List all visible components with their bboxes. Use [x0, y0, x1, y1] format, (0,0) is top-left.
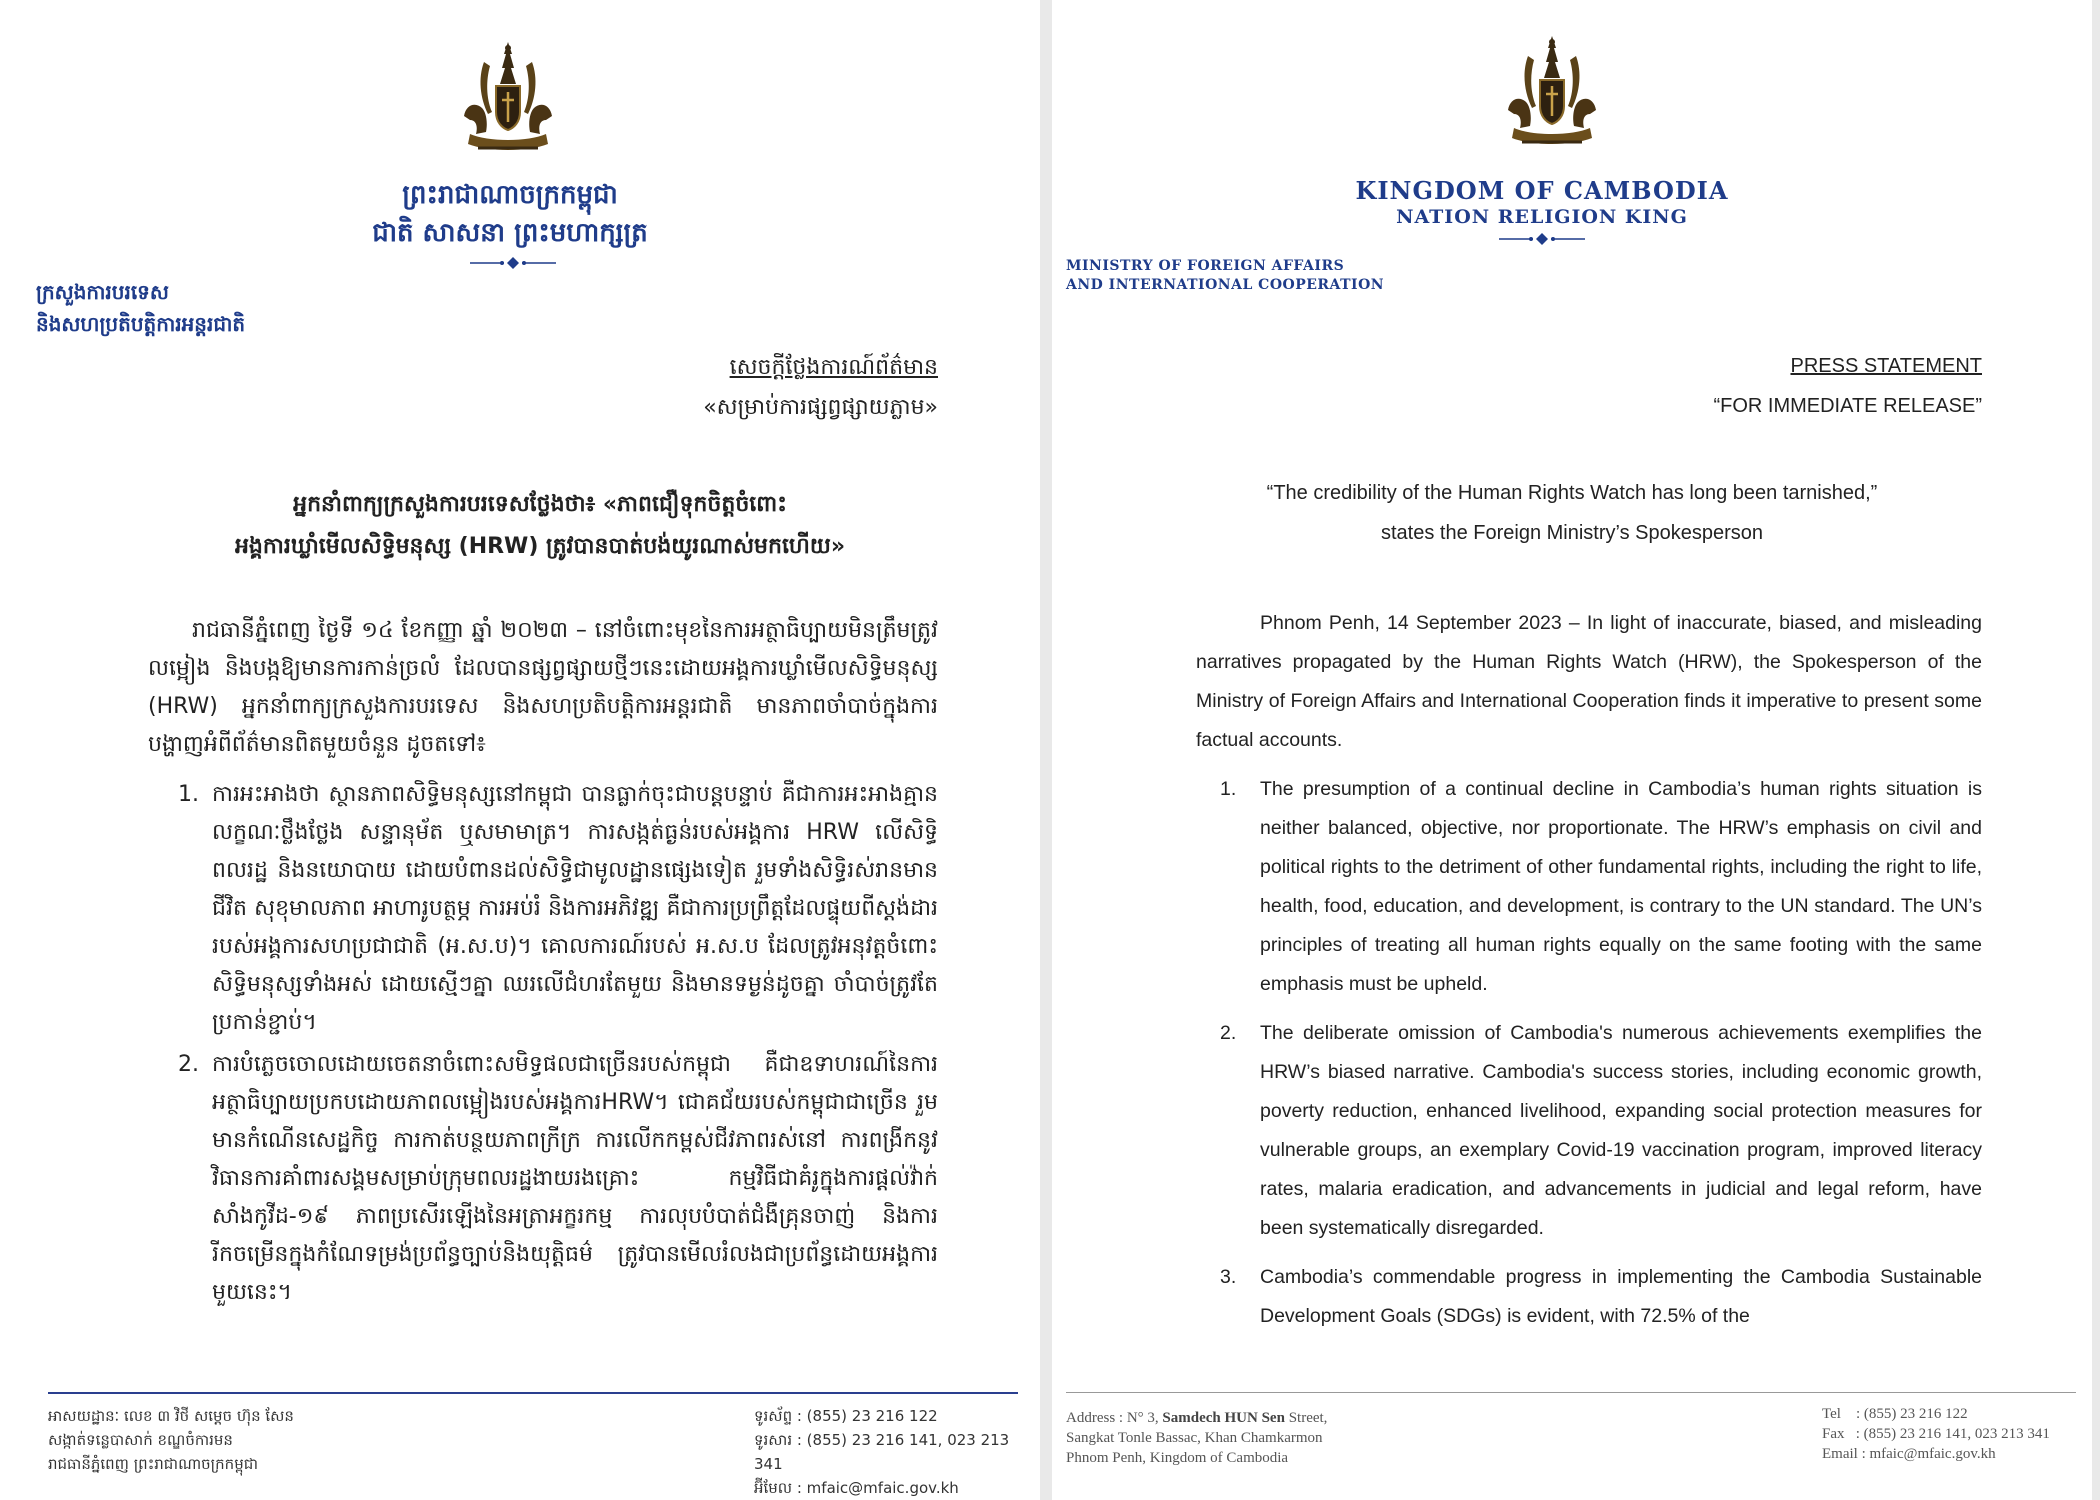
- title-line-1: “The credibility of the Human Rights Watch has long been tarnished,”: [1266, 482, 1878, 504]
- address-line-1: អាសយដ្ឋានៈ លេខ ៣ វិថី សម្តេច ហ៊ុន សែន: [48, 1407, 294, 1425]
- statement-title: [1192, 473, 1952, 553]
- list-item: [1196, 1014, 1982, 1248]
- ministry-name: [36, 276, 356, 340]
- royal-crest-icon: [448, 38, 568, 158]
- address-line-1: [1066, 1408, 1327, 1428]
- divider-ornament-icon: [468, 256, 558, 270]
- item-text: Cambodia’s commendable progress in implementing the Cambodia Sustainable Development Goals (SDGs) is evident, with 72.5% of the: [1260, 1266, 1982, 1327]
- list-item: [148, 1046, 938, 1312]
- ministry-line-2: និងសហប្រតិបត្តិការអន្តរជាតិ: [36, 312, 246, 336]
- statement-body: [148, 612, 938, 1316]
- points-list: [148, 776, 938, 1312]
- address-line-2: សង្កាត់ទន្លេបាសាក់ ខណ្ឌចំការមន: [48, 1431, 233, 1449]
- list-item: [1196, 770, 1982, 1004]
- contact-phone: ទូរស័ព្ទ : (855) 23 216 122: [754, 1407, 938, 1425]
- statement-body: [1196, 604, 1982, 1346]
- release-note: «សម្រាប់ការផ្សព្វផ្សាយភ្លាម»: [703, 395, 938, 420]
- ministry-line-1: MINISTRY OF FOREIGN AFFAIRS: [1066, 258, 1345, 274]
- contact-email: អ៊ីមែល : mfaic@mfaic.gov.kh: [754, 1479, 959, 1497]
- item-number: 1.: [178, 782, 199, 807]
- press-label: សេចក្តីថ្លែងការណ៍ព័ត៌មាន: [729, 355, 938, 380]
- motto-heading: ជាតិ សាសនា ព្រះមហាក្សត្រ: [372, 218, 648, 248]
- item-number: 2.: [178, 1052, 199, 1077]
- item-text: The deliberate omission of Cambodia's numerous achievements exemplifies the HRW’s biased narrative. Cambodia's success stories, including economic growth, poverty reduction, enhanced livelihood, expanding social protection measures for vulnerable groups, an exemplary Covid-19 vaccination program, improved literacy rates, malaria eradication, and advancements in judicial and legal reform, have been systematically disregarded.: [1260, 1022, 1982, 1239]
- khmer-statement-page: [0, 0, 1040, 1500]
- item-text: The presumption of a continual decline in Cambodia’s human rights situation is neither balanced, objective, nor proportionate. The HRW’s emphasis on civil and political rights to the detriment of other fundamental rights, including the right to life, health, food, education, and development, is contrary to the UN standard. The UN’s principles of treating all human rights equally on the same footing with the same emphasis must be upheld.: [1260, 778, 1982, 995]
- address-label: Address : N° 3,: [1066, 1410, 1163, 1426]
- address-line-2: Sangkat Tonle Bassac, Khan Chamkarmon: [1066, 1430, 1323, 1446]
- statement-title: [140, 484, 940, 568]
- address-street-name: Samdech HUN Sen: [1162, 1410, 1285, 1426]
- press-label: PRESS STATEMENT: [1790, 355, 1982, 377]
- english-statement-page: [1052, 0, 2092, 1500]
- points-list: [1196, 770, 1982, 1336]
- footer-rule: [1066, 1392, 2076, 1393]
- footer-address: [1066, 1408, 1327, 1468]
- address-line-3: Phnom Penh, Kingdom of Cambodia: [1066, 1450, 1289, 1466]
- title-line-1: អ្នកនាំពាក្យក្រសួងការបរទេសថ្លែងថា៖ «ភាពជឿទុកចិត្តចំពោះ: [293, 492, 787, 517]
- list-item: [1196, 1258, 1982, 1336]
- royal-crest-icon: [1492, 32, 1612, 152]
- footer-address: [48, 1404, 294, 1476]
- contact-email: Email : mfaic@mfaic.gov.kh: [1822, 1446, 1996, 1462]
- title-line-2: states the Foreign Ministry’s Spokesperson: [1380, 522, 1764, 544]
- motto-heading: NATION RELIGION KING: [1396, 206, 1688, 228]
- item-number: 2.: [1220, 1022, 1237, 1044]
- address-line-3: រាជធានីភ្នំពេញ ព្រះរាជាណាចក្រកម្ពុជា: [48, 1455, 258, 1473]
- ministry-name: [1066, 257, 1384, 295]
- footer-contact: [1822, 1404, 2050, 1464]
- contact-fax: Fax : (855) 23 216 141, 023 213 341: [1822, 1426, 2050, 1442]
- title-line-2: អង្គការឃ្លាំមើលសិទ្ធិមនុស្ស (HRW) ត្រូវបានបាត់បង់យូរណាស់មកហើយ»: [234, 534, 846, 559]
- footer-contact: [754, 1404, 1040, 1500]
- item-number: 3.: [1220, 1266, 1237, 1288]
- kingdom-heading: KINGDOM OF CAMBODIA: [1355, 176, 1729, 205]
- press-statement-label: [1713, 346, 1982, 426]
- item-text: ការអះអាងថា ស្ថានភាពសិទ្ធិមនុស្សនៅកម្ពុជា បានធ្លាក់ចុះជាបន្តបន្ទាប់ គឺជាការអះអាងគ្មានលក្ខណៈថ្លឹងថ្លែង សន្ទានុម័ត ឬសមាមាត្រ។ ការសង្កត់ធ្ងន់របស់អង្គការ HRW លើសិទ្ធិពលរដ្ឋ និងនយោបាយ ដោយបំពានដល់សិទ្ធិជាមូលដ្ឋានផ្សេងទៀត រួមទាំងសិទ្ធិរស់រានមានជីវិត សុខុមាលភាព អាហារូបត្ថម្ភ ការអប់រំ និងការអភិវឌ្ឍ គឺជាការប្រព្រឹត្តដែលផ្ទុយពីស្តង់ដាររបស់អង្គការសហប្រជាជាតិ (អ.ស.ប)។ គោលការណ៍របស់ អ.ស.ប ដែលត្រូវអនុវត្តចំពោះសិទ្ធិមនុស្សទាំងអស់ ដោយស្មើៗគ្នា ឈរលើជំហរតែមួយ និងមានទម្ងន់ដូចគ្នា ចាំបាច់ត្រូវតែប្រកាន់ខ្ជាប់។: [212, 782, 938, 1035]
- contact-fax: ទូរសារ : (855) 23 216 141, 023 213 341: [754, 1431, 1010, 1473]
- intro-paragraph: Phnom Penh, 14 September 2023 – In light of inaccurate, biased, and misleading narratives propagated by the Human Rights Watch (HRW), the Spokesperson of the Ministry of Foreign Affairs and International Cooperation finds it imperative to present some factual accounts.: [1196, 612, 1982, 751]
- intro-paragraph: រាជធានីភ្នំពេញ ថ្ងៃទី ១៤ ខែកញ្ញា ឆ្នាំ ២០២៣ – នៅចំពោះមុខនៃការអត្ថាធិប្បាយមិនត្រឹមត្រូវ លម្អៀង និងបង្កឱ្យមានការកាន់ច្រលំ ដែលបានផ្សព្វផ្សាយថ្មីៗនេះដោយអង្គការឃ្លាំមើលសិទ្ធិមនុស្ស (HRW) អ្នកនាំពាក្យក្រសួងការបរទេស និងសហប្រតិបត្តិការអន្តរជាតិ មានភាពចាំបាច់ក្នុងការបង្ហាញអំពីព័ត៌មានពិតមួយចំនួន ដូចតទៅ៖: [148, 618, 938, 757]
- contact-phone: Tel : (855) 23 216 122: [1822, 1406, 1968, 1422]
- item-text: ការបំភ្លេចចោលដោយចេតនាចំពោះសមិទ្ធផលជាច្រើនរបស់កម្ពុជា គឺជាឧទាហរណ៍នៃការអត្ថាធិប្បាយប្រកបដោយភាពលម្អៀងរបស់អង្គការHRW។ ជោគជ័យរបស់កម្ពុជាជាច្រើន រួមមានកំណើនសេដ្ឋកិច្ច ការកាត់បន្ថយភាពក្រីក្រ ការលើកកម្ពស់ជីវភាពរស់នៅ ការពង្រីកនូវវិធានការគាំពារសង្គមសម្រាប់ក្រុមពលរដ្ឋងាយរងគ្រោះ កម្មវិធីជាគំរូក្នុងការផ្តល់វ៉ាក់សាំងកូវីដ-១៩ ភាពប្រសើរឡើងនៃអត្រាអក្ខរកម្ម ការលុបបំបាត់ជំងឺគ្រុនចាញ់ និងការរីកចម្រើនក្នុងកំណែទម្រង់ប្រព័ន្ធច្បាប់និងយុត្តិធម៌ ត្រូវបានមើលរំលងជាប្រព័ន្ធដោយអង្គការមួយនេះ។: [212, 1052, 938, 1305]
- kingdom-heading: ព្រះរាជាណាចក្រកម្ពុជា: [402, 180, 618, 210]
- item-number: 1.: [1220, 778, 1237, 800]
- footer-rule: [48, 1392, 1018, 1394]
- divider-ornament-icon: [1497, 232, 1587, 246]
- address-street-suffix: Street,: [1284, 1410, 1328, 1426]
- press-statement-label: [703, 348, 938, 428]
- ministry-line-1: ក្រសួងការបរទេស: [36, 280, 169, 304]
- release-note: “FOR IMMEDIATE RELEASE”: [1713, 395, 1982, 417]
- list-item: [148, 776, 938, 1042]
- ministry-line-2: AND INTERNATIONAL COOPERATION: [1066, 277, 1385, 293]
